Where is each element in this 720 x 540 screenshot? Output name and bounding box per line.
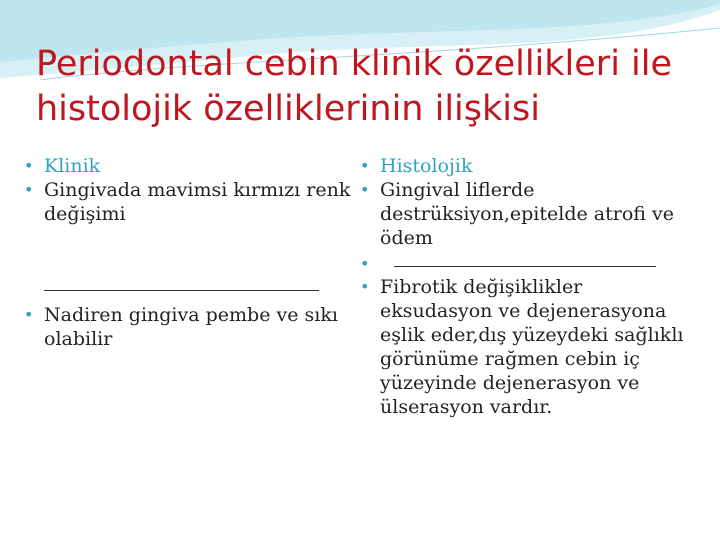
list-item-heading bbox=[360, 154, 690, 178]
column-heading: Klinik bbox=[44, 155, 101, 177]
separator-line bbox=[44, 276, 319, 291]
list-item bbox=[24, 303, 354, 351]
list-item-text: Nadiren gingiva pembe ve sıkı olabilir bbox=[44, 304, 338, 350]
list-item bbox=[360, 275, 690, 419]
list-item-heading bbox=[24, 154, 354, 178]
list-item bbox=[24, 178, 354, 226]
list-item-separator bbox=[360, 252, 690, 273]
bullet-icon: • bbox=[360, 156, 370, 175]
column-histological bbox=[360, 154, 690, 419]
column-clinical bbox=[24, 154, 354, 351]
column-heading: Histolojik bbox=[380, 155, 473, 177]
bullet-icon: • bbox=[360, 180, 370, 199]
separator-line bbox=[394, 252, 656, 267]
list-item bbox=[360, 178, 690, 250]
bullet-icon: • bbox=[360, 277, 370, 296]
list-item-text: Gingival liflerde destrüksiyon,epitelde atrofi ve ödem bbox=[380, 179, 674, 249]
list-item-text: Gingivada mavimsi kırmızı renk değişimi bbox=[44, 179, 351, 225]
slide-title: Periodontal cebin klinik özellikleri ile histolojik özelliklerinin ilişkisi bbox=[36, 44, 673, 129]
bullet-icon: • bbox=[24, 180, 34, 199]
bullet-icon: • bbox=[24, 305, 34, 324]
bullet-icon: • bbox=[24, 156, 34, 175]
list-item-text: Fibrotik değişiklikler eksudasyon ve dejenerasyona eşlik eder,dış yüzeydeki sağlıklı görünüme rağmen cebin iç yüzeyinde dejenerasyon ve ülserasyon vardır. bbox=[380, 276, 684, 418]
bullet-icon: • bbox=[360, 254, 370, 273]
